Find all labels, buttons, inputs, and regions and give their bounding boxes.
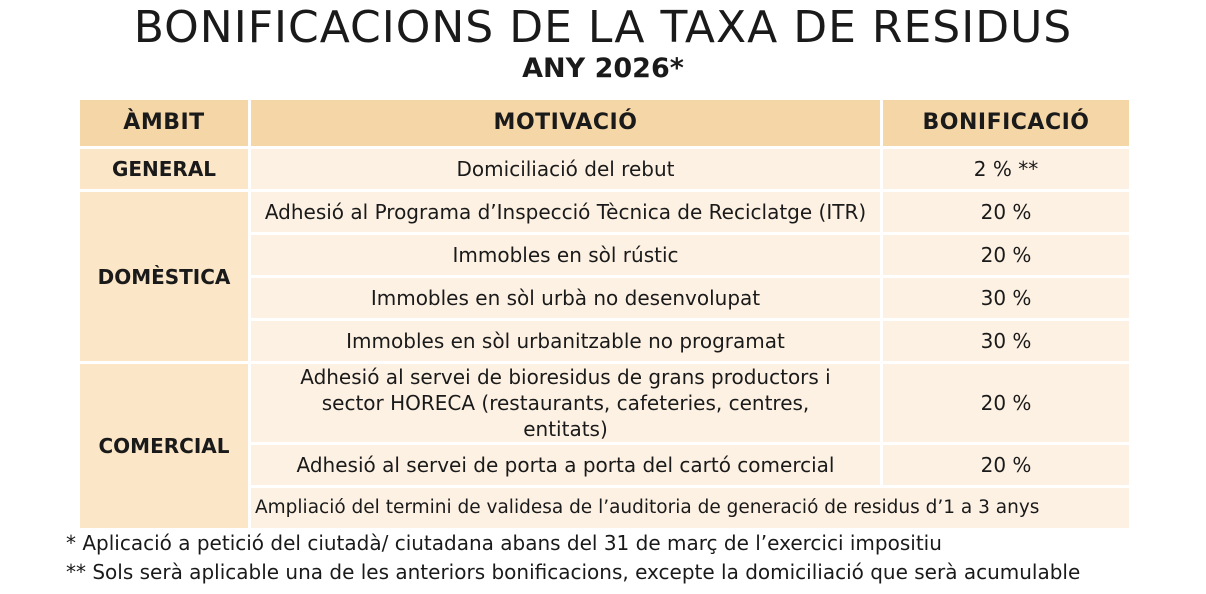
motivacio-cell: Ampliació del termini de validesa de l’auditoria de generació de residus d’1 a 3 anys [251, 488, 1129, 528]
page-title: BONIFICACIONS DE LA TAXA DE RESIDUS [133, 2, 1073, 53]
motivacio-cell: Domiciliació del rebut [251, 149, 880, 189]
column-header-motivacio: MOTIVACIÓ [251, 100, 880, 146]
motivacio-cell: Immobles en sòl urbanitzable no programat [251, 321, 880, 361]
ambit-domestica: DOMÈSTICA [80, 192, 248, 361]
motivacio-cell: Adhesió al Programa d’Inspecció Tècnica de Reciclatge (ITR) [251, 192, 880, 232]
column-header-ambit: ÀMBIT [80, 100, 248, 146]
bonificacio-cell: 20 % [883, 192, 1129, 232]
table-row [80, 149, 1129, 189]
bonificacio-cell: 30 % [883, 278, 1129, 318]
table-row [80, 364, 1129, 442]
bonificacio-cell: 30 % [883, 321, 1129, 361]
bonificacio-cell: 20 % [883, 445, 1129, 485]
footnote: * Aplicació a petició del ciutadà/ ciutadana abans del 31 de març de l’exercici impositiu [66, 531, 942, 555]
bonificacio-cell: 20 % [883, 364, 1129, 442]
bonificacio-cell: 2 % ** [883, 149, 1129, 189]
motivacio-cell: Adhesió al servei de porta a porta del cartó comercial [251, 445, 880, 485]
footnotes [66, 529, 1080, 587]
ambit-comercial: COMERCIAL [80, 364, 248, 528]
bonificacions-table [77, 97, 1132, 531]
motivacio-cell: Immobles en sòl rústic [251, 235, 880, 275]
motivacio-cell: Immobles en sòl urbà no desenvolupat [251, 278, 880, 318]
bonificacio-cell: 20 % [883, 235, 1129, 275]
ambit-general: GENERAL [80, 149, 248, 189]
column-header-bonificacio: BONIFICACIÓ [883, 100, 1129, 146]
motivacio-cell: Adhesió al servei de bioresidus de grans productors i sector HORECA (restaurants, cafeteries, centres, entitats) [251, 364, 880, 442]
page-subtitle: ANY 2026* [522, 53, 684, 84]
footnote: ** Sols serà aplicable una de les anteriors bonificacions, excepte la domiciliació que serà acumulable [66, 560, 1081, 584]
table-row [80, 192, 1129, 232]
table-header-row [80, 100, 1129, 146]
